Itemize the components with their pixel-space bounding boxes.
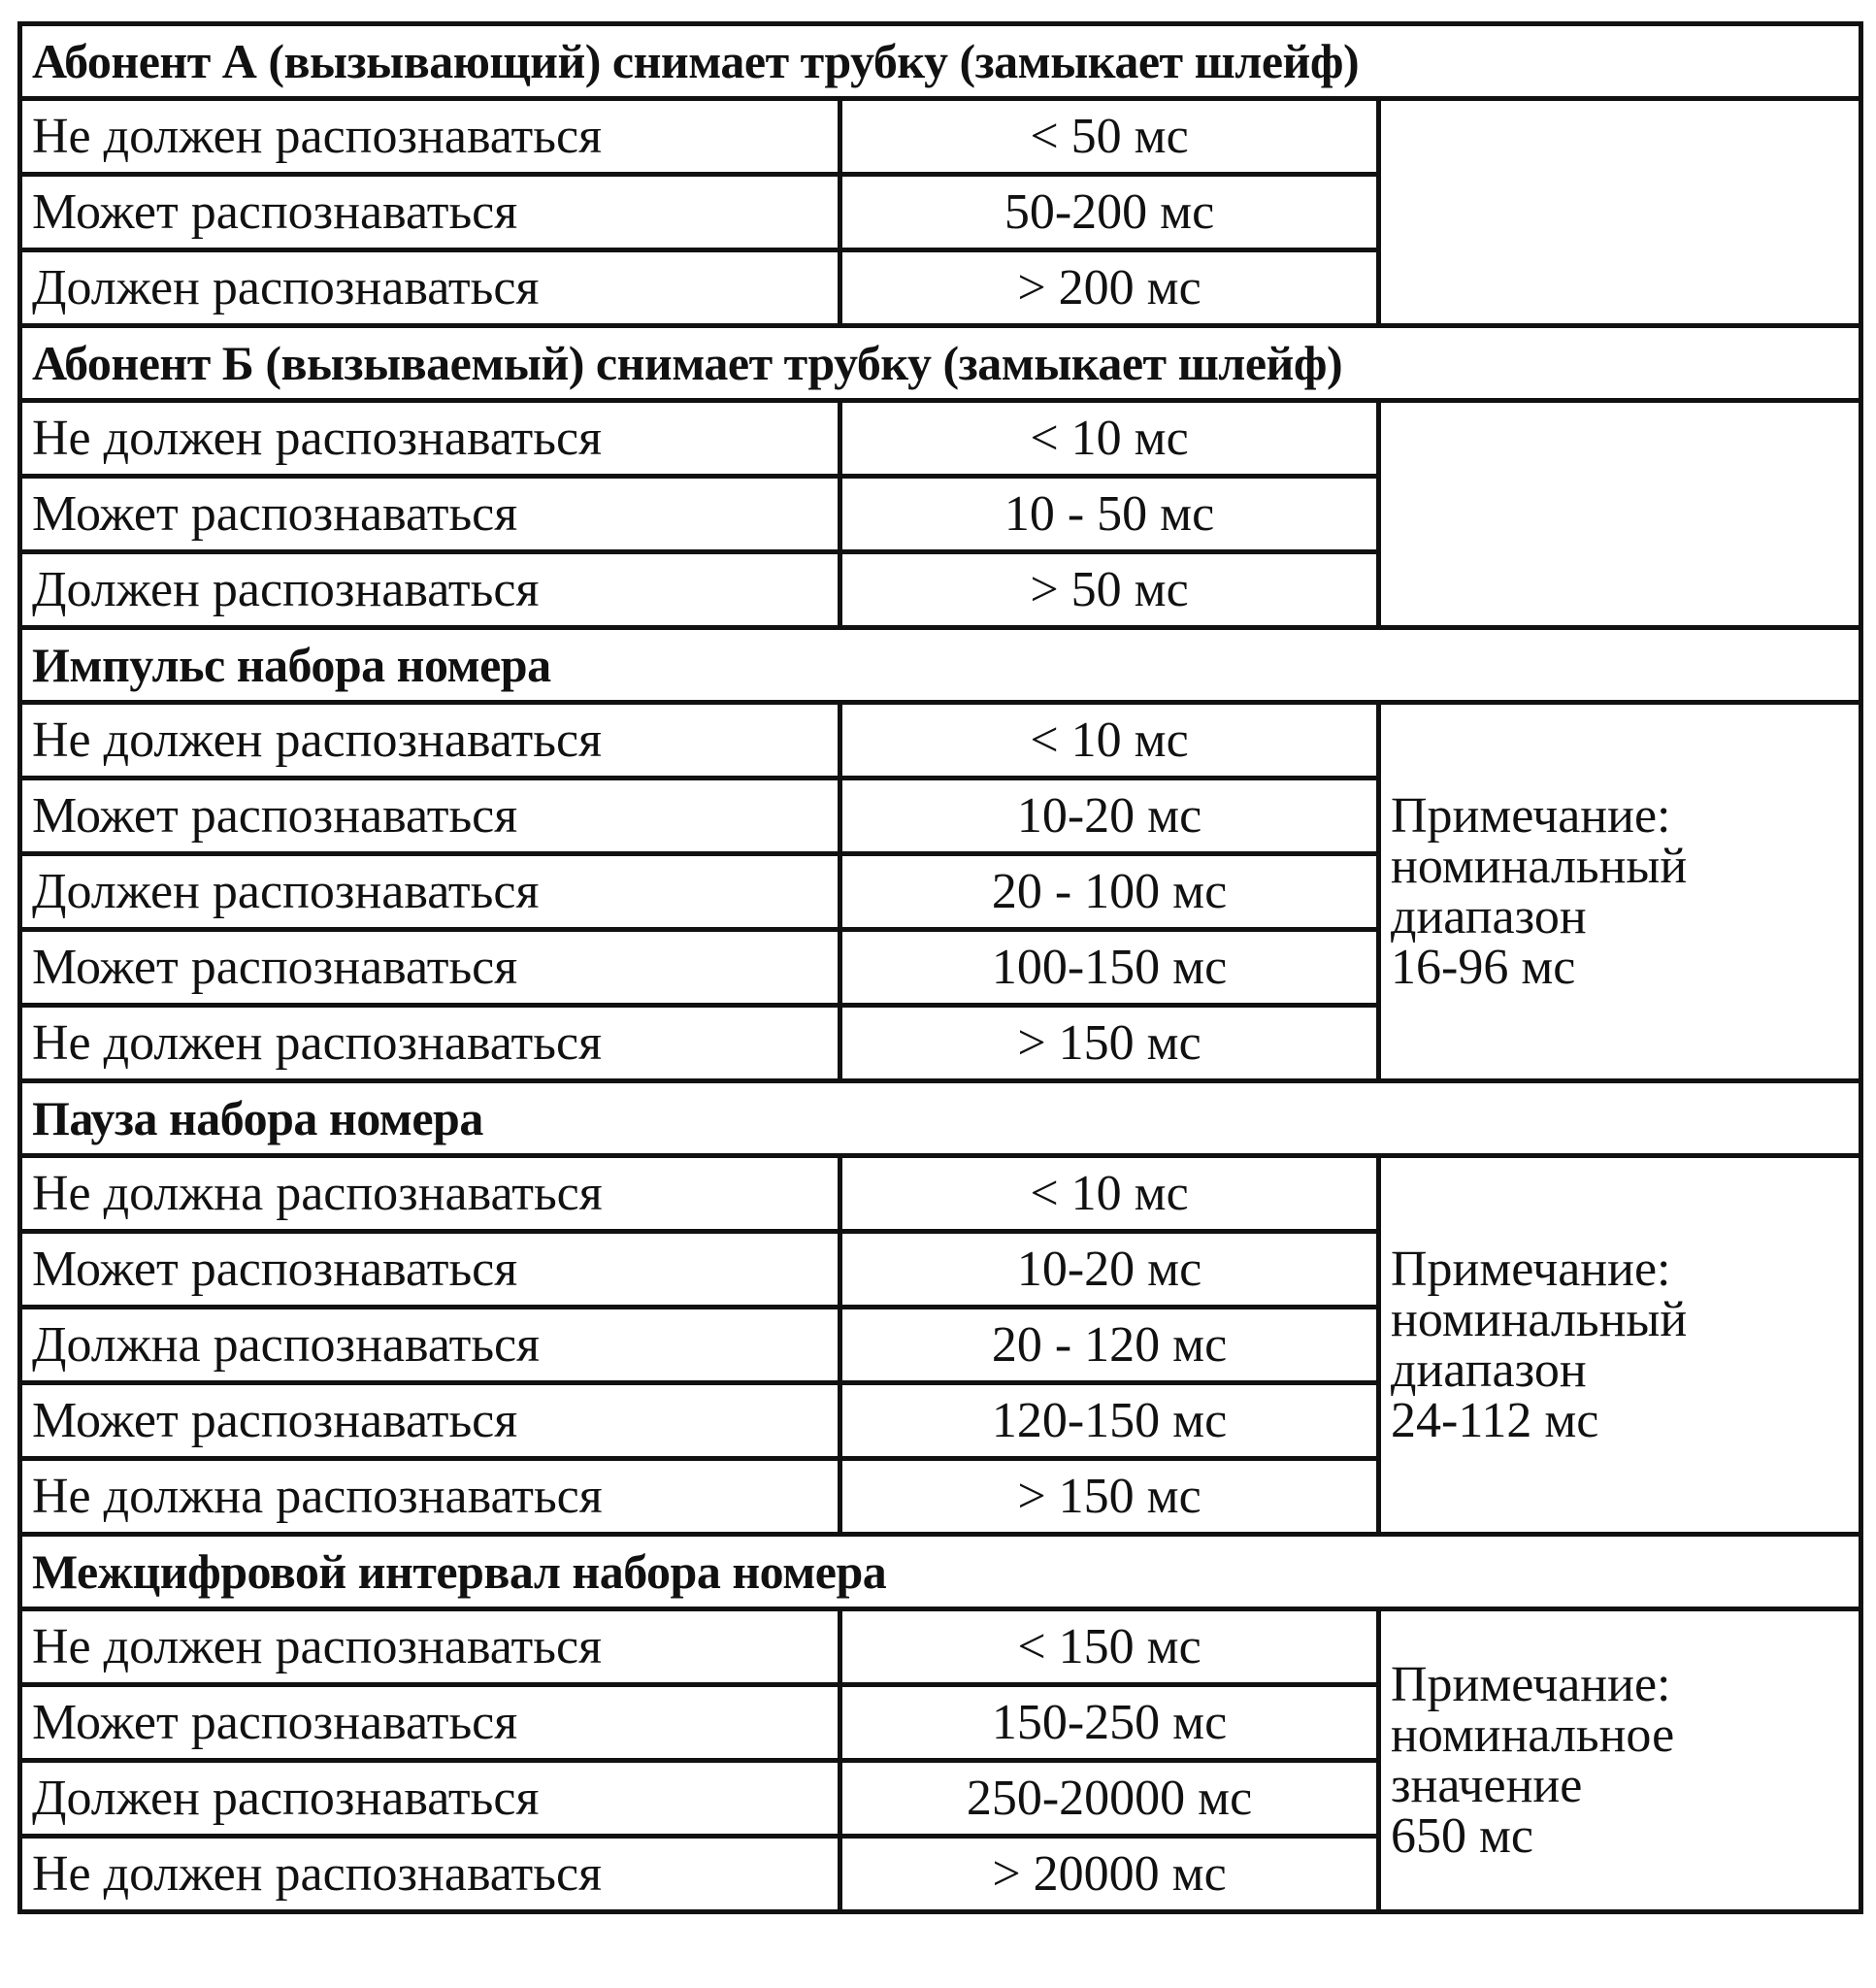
row-label: Не должен распознаваться [20,99,840,175]
row-value: > 50 мс [840,552,1379,628]
section-title: Межцифровой интервал набора номера [20,1535,1861,1609]
note-line: номинальный [1391,838,1688,894]
row-value: < 10 мс [840,401,1379,477]
row-label: Не должен распознаваться [20,1006,840,1081]
note-cell [1379,1609,1861,1912]
row-value: 10-20 мс [840,779,1379,854]
row-label: Должен распознаваться [20,854,840,930]
table-row [20,1609,1861,1685]
section-title: Абонент Б (вызываемый) снимает трубку (замыкает шлейф) [20,326,1861,401]
table-row [20,703,1861,779]
section-title: Импульс набора номера [20,628,1861,703]
row-value: > 20000 мс [840,1837,1379,1912]
section-title: Абонент А (вызывающий) снимает трубку (замыкает шлейф) [20,24,1861,99]
row-label: Должен распознаваться [20,250,840,326]
row-value: 20 - 120 мс [840,1308,1379,1383]
row-label: Должен распознаваться [20,552,840,628]
note-line: 16-96 мс [1391,939,1576,995]
note-line: диапазон [1391,888,1587,944]
note-line: Примечание: [1391,1241,1671,1297]
row-value: 10-20 мс [840,1232,1379,1308]
row-label: Должен распознаваться [20,1761,840,1837]
row-value: 50-200 мс [840,175,1379,250]
row-value: 150-250 мс [840,1685,1379,1761]
row-value: < 10 мс [840,1156,1379,1232]
row-label: Не должен распознаваться [20,401,840,477]
row-label: Может распознаваться [20,1685,840,1761]
table-row [20,99,1861,175]
row-label: Не должен распознаваться [20,1837,840,1912]
row-label: Может распознаваться [20,779,840,854]
table-row [20,401,1861,477]
section-header [20,24,1861,99]
row-value: > 150 мс [840,1006,1379,1081]
row-value: < 50 мс [840,99,1379,175]
row-value: 20 - 100 мс [840,854,1379,930]
note-cell [1379,1156,1861,1535]
row-label: Может распознаваться [20,477,840,552]
row-value: 250-20000 мс [840,1761,1379,1837]
row-label: Может распознаваться [20,1383,840,1459]
row-label: Должна распознаваться [20,1308,840,1383]
row-label: Может распознаваться [20,175,840,250]
section-title: Пауза набора номера [20,1081,1861,1156]
row-value: < 10 мс [840,703,1379,779]
note-line: номинальное [1391,1706,1675,1763]
note-line: 650 мс [1391,1807,1533,1864]
table-row [20,1156,1861,1232]
row-label: Не должна распознаваться [20,1459,840,1535]
note-cell [1379,703,1861,1081]
row-value: 100-150 мс [840,930,1379,1006]
row-label: Может распознаваться [20,1232,840,1308]
note-line: 24-112 мс [1391,1392,1599,1448]
row-value: 10 - 50 мс [840,477,1379,552]
section-header [20,1535,1861,1609]
timing-spec-table [17,21,1863,1914]
note-line: диапазон [1391,1342,1587,1398]
note-line: Примечание: [1391,787,1671,844]
note-cell-empty [1379,401,1861,628]
section-header [20,628,1861,703]
row-value: > 200 мс [840,250,1379,326]
row-value: 120-150 мс [840,1383,1379,1459]
note-line: Примечание: [1391,1656,1671,1712]
note-cell-empty [1379,99,1861,326]
row-label: Может распознаваться [20,930,840,1006]
note-line: значение [1391,1757,1583,1813]
row-label: Не должен распознаваться [20,703,840,779]
row-label: Не должна распознаваться [20,1156,840,1232]
section-header [20,1081,1861,1156]
section-header [20,326,1861,401]
row-value: > 150 мс [840,1459,1379,1535]
row-label: Не должен распознаваться [20,1609,840,1685]
row-value: < 150 мс [840,1609,1379,1685]
note-line: номинальный [1391,1291,1688,1347]
